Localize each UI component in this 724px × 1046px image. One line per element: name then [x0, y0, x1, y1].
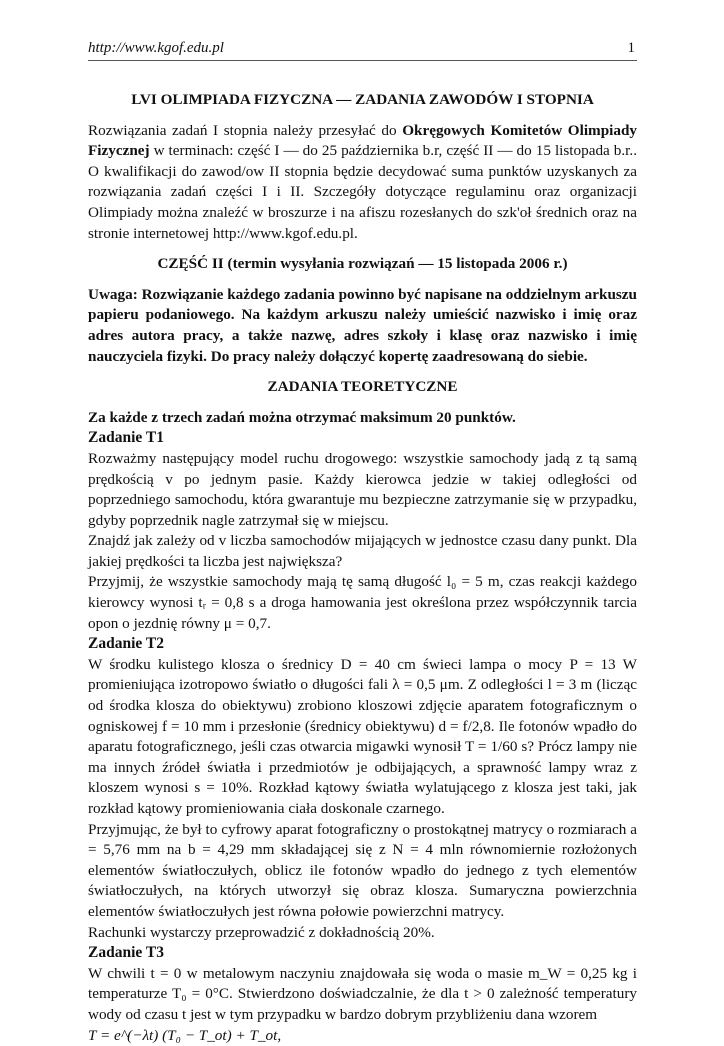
- page-number: 1: [627, 40, 635, 56]
- task-paragraph: Przyjmij, że wszystkie samochody mają tę samą długość l₀ = 5 m, czas reakcji każdego kierowcy wynosi tᵣ = 0,8 s a droga hamowania jest określona przez współczynnik tarcia opon o jezdnię równy μ = 0,7.: [88, 573, 637, 632]
- task-paragraph: Rozważmy następujący model ruchu drogowego: wszystkie samochody jadą z tą samą prędkością v po jednym pasie. Każdy kierowca jedzie w takiej odległości od poprzedniego samochodu, która gwarantuje mu bezpieczne zatrzymanie się w przypadku, gdyby poprzednik nagle zatrzymał się w miejscu.: [88, 449, 637, 529]
- task-t3: [88, 943, 637, 1046]
- task-paragraph: W chwili t = 0 w metalowym naczyniu znajdowała się woda o masie m_W = 0,25 kg i temperaturze T₀ = 0°C. Stwierdzono doświadczalnie, że dla t > 0 zależność temperatury wody od czasu t jest w tym przypadku w bardzo dobrym przybliżeniu dana wzorem: [88, 964, 637, 1023]
- document-title: LVI OLIMPIADA FIZYCZNA — ZADANIA ZAWODÓW I STOPNIA: [131, 91, 594, 108]
- points-note: Za każde z trzech zadań można otrzymać maksimum 20 punktów.: [88, 408, 516, 426]
- part-heading: CZĘŚĆ II (termin wysyłania rozwiązań — 15 listopada 2006 r.): [157, 255, 568, 273]
- task-title: Zadanie T2: [88, 635, 164, 653]
- task-title: Zadanie T1: [88, 429, 164, 447]
- task-paragraph: Przyjmując, że był to cyfrowy aparat fotograficzny o prostokątnej matrycy o rozmiarach a = 5,76 mm na b = 4,29 mm składającej się z N = 4 mln równomiernie rozłożonych elementów światłoczułych, oblicz ile fotonów wpadło do jednego z tych elementów światłoczułych, na których utworzył się obraz klosza. Sumaryczna powierzchnia elementów światłoczułych jest równa połowie powierzchni matrycy.: [88, 820, 637, 920]
- note-paragraph: Uwaga: Rozwiązanie każdego zadania powinno być napisane na oddzielnym arkuszu papieru podaniowego. Na każdym arkuszu należy umieścić nazwisko i imię oraz adres autora pracy, a także nazwę, adres szkoły i klasę oraz nazwisko i imię nauczyciela fizyki. Do pracy należy dołączyć kopertę zaadresowaną do siebie.: [88, 285, 637, 365]
- page-content: [88, 90, 637, 1046]
- intro-text-bold: Okręgowych Komitetów Olimpiady Fizycznej: [88, 121, 637, 160]
- intro-text-after: w terminach: część I — do 25 października b.r, część II — do 15 listopada b.r.. O kwalifikacji do zawod/ow II stopnia będzie decydować suma punktów uzyskanych za rozwiązania zadań części I i II. Szczegóły dotyczące regulaminu oraz organizacji Olimpiady można znaleźć w broszurze i na afiszu rozesłanych do szk'oł średnich oraz na stronie internetowej http://www.kgof.edu.pl.: [88, 142, 637, 242]
- header-url[interactable]: http://www.kgof.edu.pl: [88, 40, 224, 56]
- task-t2: [88, 634, 637, 943]
- temperature-formula: T = e^(−λt) (T₀ − T_ot) + T_ot,: [88, 1026, 282, 1044]
- intro-paragraph: [88, 121, 637, 245]
- task-paragraph: Znajdź jak zależy od v liczba samochodów mijających w jednostce czasu dany punkt. Dla jakiej prędkości ta liczba jest największa?: [88, 532, 637, 570]
- task-paragraph: Rachunki wystarczy przeprowadzić z dokładnością 20%.: [88, 923, 435, 941]
- page-header: [88, 38, 637, 61]
- task-title: Zadanie T3: [88, 944, 164, 962]
- intro-text-before: Rozwiązania zadań I stopnia należy przesyłać do: [88, 121, 403, 139]
- section-heading: ZADANIA TEORETYCZNE: [267, 378, 458, 396]
- task-paragraph: W środku kulistego klosza o średnicy D = 40 cm świeci lampa o mocy P = 13 W promieniująca izotropowo światło o długości fali λ = 0,5 μm. Z odległości l = 3 m (licząc od środka klosza do obiektywu) zrobiono kloszowi zdjęcie aparatem fotograficznym o ogniskowej f = 10 mm i przesłonie (średnicy obiektywu) d = f/2,8. Ile fotonów wpadło do aparatu fotograficznego, jeśli czas otwarcia migawki wynosił T = 1/60 s? Prócz lampy nie ma innych źródeł światła i przedmiotów je odbijających, a sprawność lampy wraz z kloszem wynosi s = 10%. Rozkład kątowy światła wylatującego z klosza jest taki, jak rozkład kątowy promieniowania ciała doskonale czarnego.: [88, 655, 637, 817]
- task-t1: [88, 428, 637, 634]
